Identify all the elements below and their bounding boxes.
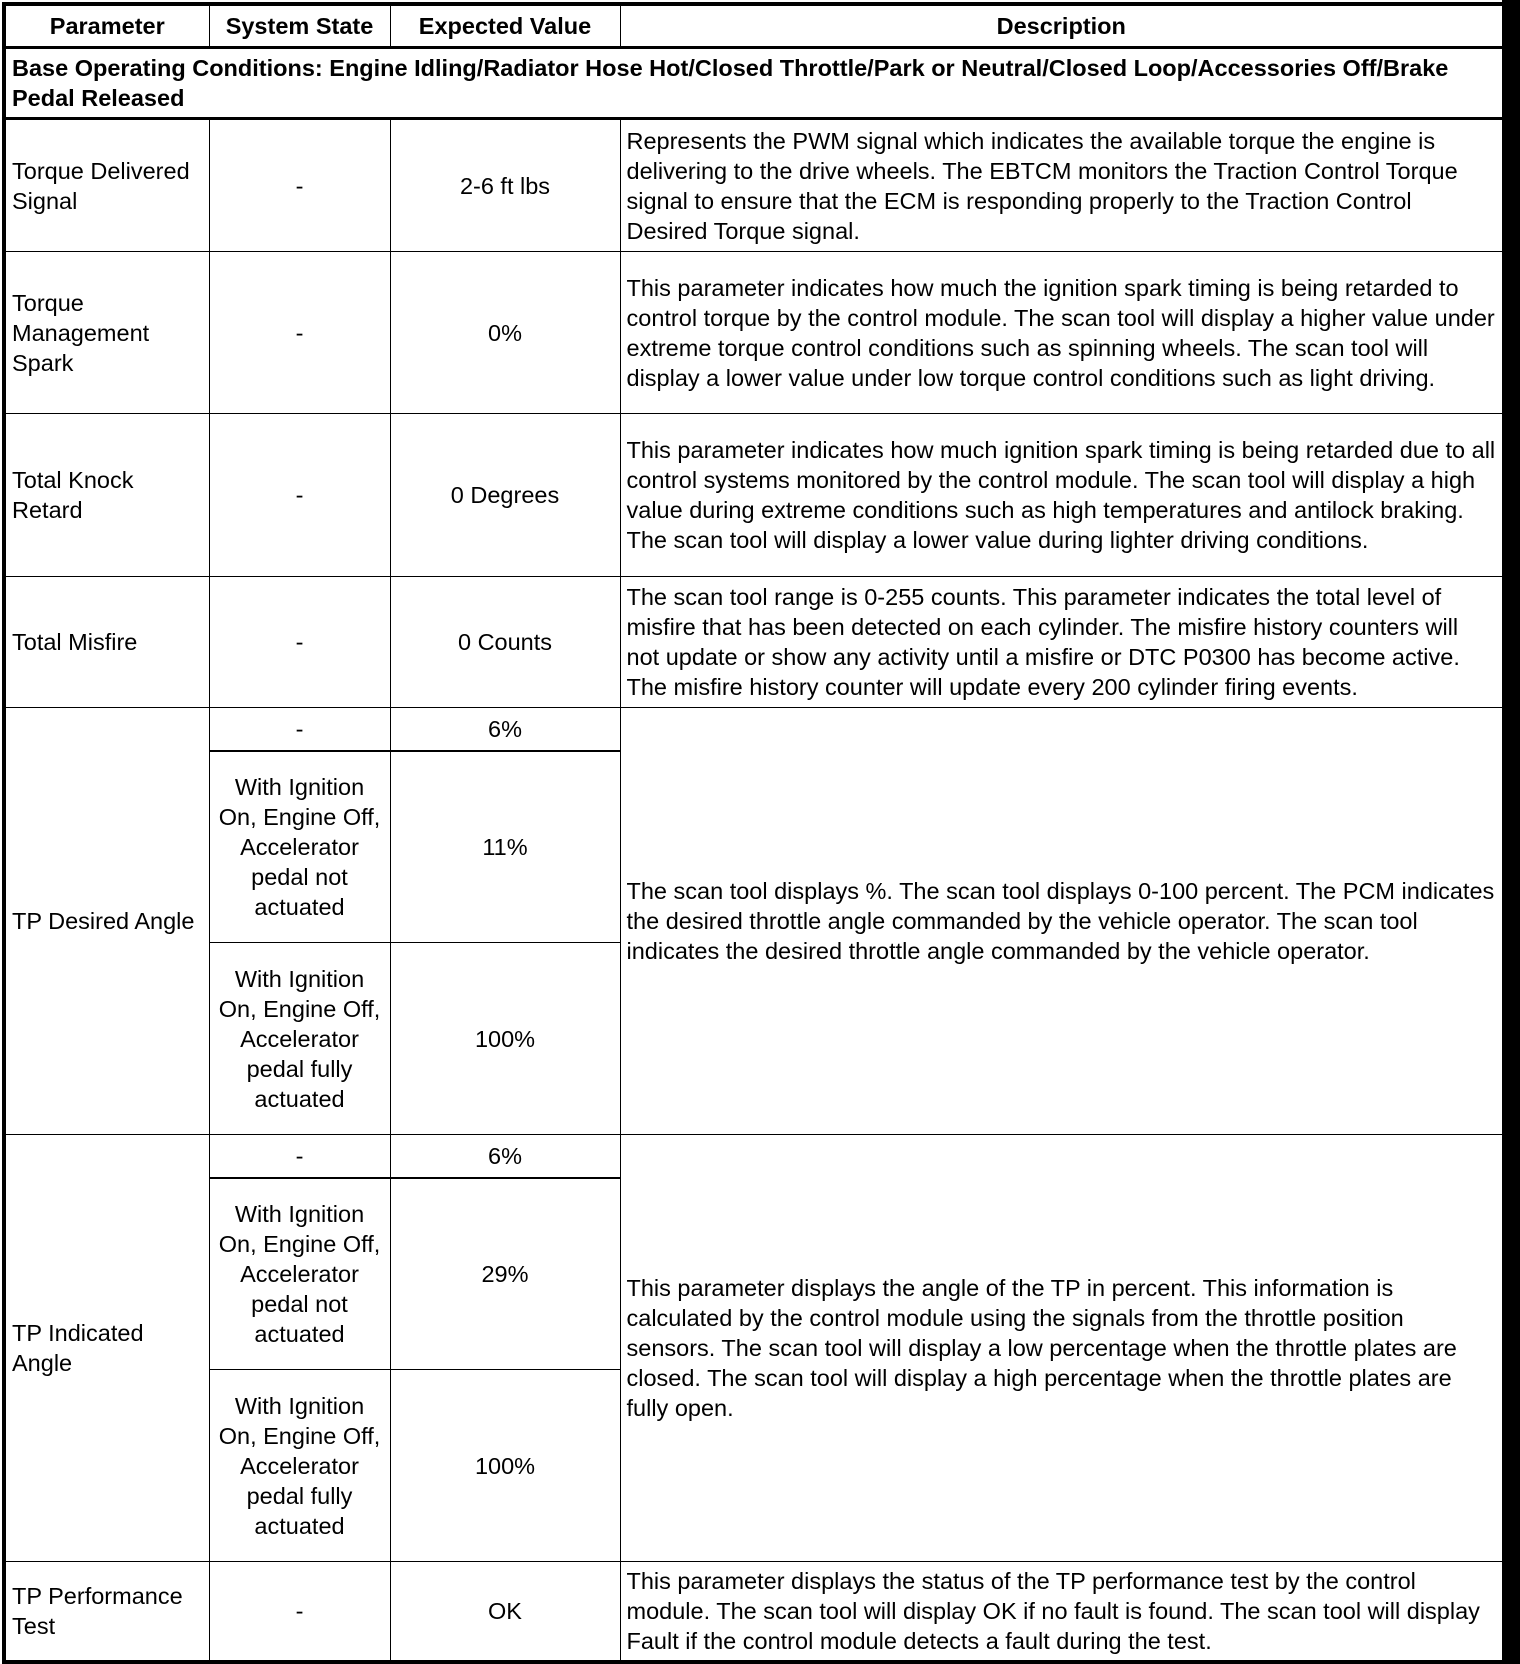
table-row xyxy=(4,119,1504,252)
parameter-cell: TP Desired Angle xyxy=(4,708,209,1135)
header-expected-value: Expected Value xyxy=(390,4,620,48)
table-row xyxy=(4,577,1504,708)
parameter-cell: Torque Delivered Signal xyxy=(4,119,209,252)
base-conditions: Base Operating Conditions: Engine Idling/Radiator Hose Hot/Closed Throttle/Park or Neutral/Closed Loop/Accessories Off/Brake Pedal Released xyxy=(4,48,1504,119)
system-state-cell: - xyxy=(209,119,390,252)
description-cell: The scan tool displays %. The scan tool displays 0-100 percent. The PCM indicates the desired throttle angle commanded by the vehicle operator. The scan tool indicates the desired throttle angle commanded by the vehicle operator. xyxy=(620,708,1504,1135)
expected-value-cell: 6% xyxy=(390,1135,620,1178)
table-row xyxy=(4,252,1504,414)
scan-tool-data-table xyxy=(2,2,1506,1664)
expected-value-cell: 11% xyxy=(390,751,620,943)
expected-value-cell: 2-6 ft lbs xyxy=(390,119,620,252)
parameter-cell: TP Performance Test xyxy=(4,1562,209,1662)
parameter-cell: TP Indicated Angle xyxy=(4,1135,209,1562)
table-row xyxy=(4,414,1504,577)
header-row xyxy=(4,4,1504,48)
system-state-cell: With Ignition On, Engine Off, Accelerator pedal fully actuated xyxy=(209,1370,390,1562)
parameter-cell: Total Knock Retard xyxy=(4,414,209,577)
expected-value-cell: 6% xyxy=(390,708,620,751)
system-state-cell: With Ignition On, Engine Off, Accelerator pedal fully actuated xyxy=(209,943,390,1135)
table-row xyxy=(4,708,1504,751)
header-parameter: Parameter xyxy=(4,4,209,48)
system-state-cell: - xyxy=(209,577,390,708)
expected-value-cell: 100% xyxy=(390,1370,620,1562)
table-row xyxy=(4,1135,1504,1178)
base-conditions-row xyxy=(4,48,1504,119)
system-state-cell: - xyxy=(209,708,390,751)
expected-value-cell: OK xyxy=(390,1562,620,1662)
header-description: Description xyxy=(620,4,1504,48)
expected-value-cell: 0 Counts xyxy=(390,577,620,708)
expected-value-cell: 100% xyxy=(390,943,620,1135)
description-cell: Represents the PWM signal which indicates the available torque the engine is delivering to the drive wheels. The EBTCM monitors the Traction Control Torque signal to ensure that the ECM is responding properly to the Traction Control Desired Torque signal. xyxy=(620,119,1504,252)
table-row xyxy=(4,1562,1504,1662)
description-cell: This parameter displays the status of the TP performance test by the control module. The scan tool will display OK if no fault is found. The scan tool will display Fault if the control module detects a fault during the test. xyxy=(620,1562,1504,1662)
description-cell: This parameter displays the angle of the TP in percent. This information is calculated by the control module using the signals from the throttle position sensors. The scan tool will display a low percentage when the throttle plates are closed. The scan tool will display a high percentage when the throttle plates are fully open. xyxy=(620,1135,1504,1562)
system-state-cell: With Ignition On, Engine Off, Accelerator pedal not actuated xyxy=(209,751,390,943)
system-state-cell: - xyxy=(209,414,390,577)
system-state-cell: - xyxy=(209,1562,390,1662)
parameter-cell: Total Misfire xyxy=(4,577,209,708)
description-cell: The scan tool range is 0-255 counts. This parameter indicates the total level of misfire that has been detected on each cylinder. The misfire history counters will not update or show any activity until a misfire or DTC P0300 has become active. The misfire history counter will update every 200 cylinder firing events. xyxy=(620,577,1504,708)
system-state-cell: With Ignition On, Engine Off, Accelerator pedal not actuated xyxy=(209,1178,390,1370)
description-cell: This parameter indicates how much the ignition spark timing is being retarded to control torque by the control module. The scan tool will display a higher value under extreme torque control conditions such as spinning wheels. The scan tool will display a lower value under low torque control conditions such as light driving. xyxy=(620,252,1504,414)
description-cell: This parameter indicates how much ignition spark timing is being retarded due to all control systems monitored by the control module. The scan tool will display a high value during extreme conditions such as high temperatures and antilock braking. The scan tool will display a lower value during lighter driving conditions. xyxy=(620,414,1504,577)
header-system-state: System State xyxy=(209,4,390,48)
expected-value-cell: 29% xyxy=(390,1178,620,1370)
system-state-cell: - xyxy=(209,252,390,414)
expected-value-cell: 0% xyxy=(390,252,620,414)
expected-value-cell: 0 Degrees xyxy=(390,414,620,577)
system-state-cell: - xyxy=(209,1135,390,1178)
parameter-cell: Torque Management Spark xyxy=(4,252,209,414)
